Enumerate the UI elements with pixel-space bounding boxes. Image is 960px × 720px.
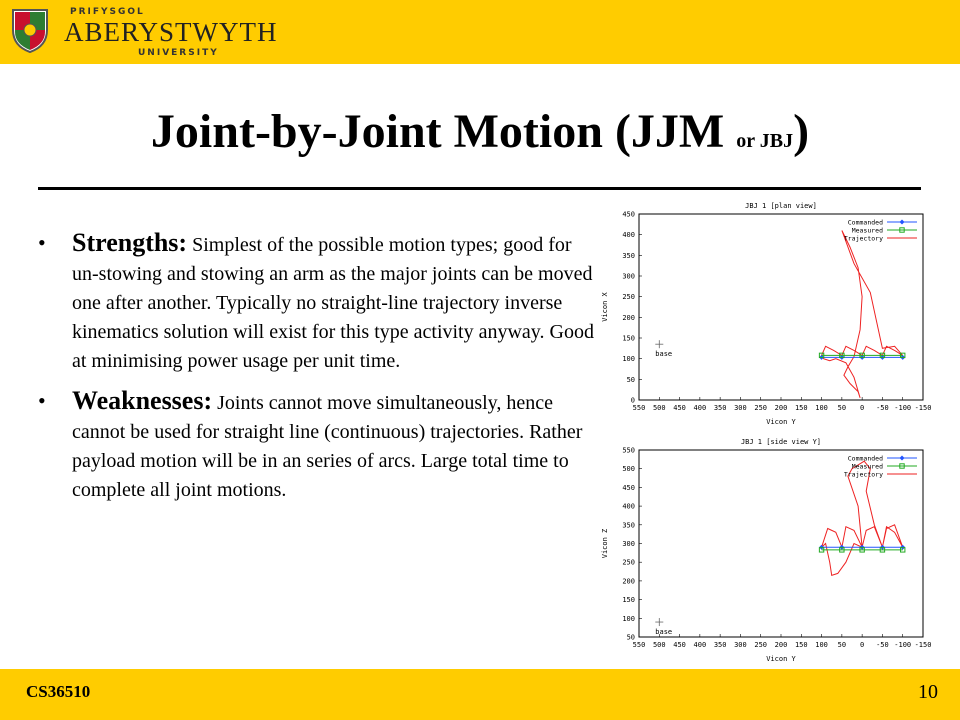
x-tick-label: 500 <box>652 641 666 649</box>
x-tick-label: 300 <box>734 404 747 412</box>
y-tick-label: 350 <box>622 251 635 260</box>
bullet-dot: • <box>38 388 46 413</box>
plan-view-chart <box>597 196 935 432</box>
base-label: base <box>655 628 673 637</box>
x-tick-label: -100 <box>894 641 912 649</box>
y-tick-label: 250 <box>622 293 635 302</box>
x-tick-label: 100 <box>815 404 828 412</box>
bullet-strengths <box>38 228 600 376</box>
y-tick-label: 0 <box>630 396 635 405</box>
title-close: ) <box>793 105 810 158</box>
y-tick-label: 300 <box>622 540 635 548</box>
y-tick-label: 250 <box>622 558 635 567</box>
title-divider <box>38 187 921 190</box>
x-tick-label: -50 <box>876 404 889 412</box>
x-tick-label: 100 <box>815 641 828 649</box>
y-tick-label: 50 <box>626 375 635 384</box>
y-tick-label: 400 <box>622 231 635 240</box>
bullet-heading: Weaknesses: <box>72 386 213 415</box>
y-tick-label: 150 <box>622 334 635 343</box>
x-tick-label: 250 <box>754 404 768 412</box>
y-tick-label: 100 <box>622 355 635 364</box>
logo-aberystwyth: ABERYSTWYTH <box>64 17 278 47</box>
legend-label: Measured <box>851 226 883 235</box>
crest-icon <box>10 6 50 54</box>
x-axis-label: Vicon Y <box>766 655 796 663</box>
y-tick-label: 350 <box>622 521 635 530</box>
y-tick-label: 400 <box>622 502 635 511</box>
x-tick-label: 150 <box>794 404 808 412</box>
x-tick-label: -150 <box>914 404 932 412</box>
legend-marker <box>900 456 905 461</box>
chart-svg <box>597 196 935 432</box>
legend-label: Trajectory <box>843 470 883 479</box>
y-axis-label: Vicon X <box>601 292 609 322</box>
x-axis-label: Vicon Y <box>766 418 796 426</box>
side-view-chart <box>597 432 935 669</box>
y-tick-label: 450 <box>622 483 635 492</box>
title-main: Joint-by-Joint Motion (JJM <box>150 105 737 158</box>
x-tick-label: 550 <box>632 641 646 649</box>
slide-title <box>0 104 960 159</box>
bullet-text: Joints cannot move simultaneously, hence cannot be used for straight line (continuous) trajectories. Rather payload motion will be in an series of arcs. Large total time to complete all joint motions. <box>72 392 583 501</box>
bullet-list <box>38 228 600 515</box>
y-tick-label: 150 <box>622 596 635 605</box>
university-logo <box>10 6 278 58</box>
x-tick-label: 0 <box>860 641 865 649</box>
x-tick-label: 50 <box>837 404 847 412</box>
x-tick-label: 350 <box>713 641 727 649</box>
header-bar <box>0 0 960 64</box>
x-tick-label: -150 <box>914 641 932 649</box>
y-tick-label: 200 <box>622 313 635 322</box>
y-axis-label: Vicon Z <box>601 528 609 559</box>
logo-prifysgol: PRIFYSGOL <box>70 7 145 17</box>
chart-title: JBJ 1 [side view Y] <box>740 438 822 446</box>
x-tick-label: 250 <box>754 641 768 649</box>
y-tick-label: 550 <box>622 446 635 455</box>
footer-bar <box>0 669 960 720</box>
logo-university: UNIVERSITY <box>138 48 219 58</box>
course-code: CS36510 <box>26 682 91 701</box>
x-tick-label: 400 <box>693 404 707 412</box>
y-tick-label: 500 <box>622 465 635 474</box>
x-tick-label: 50 <box>837 641 847 649</box>
chart-svg <box>597 432 935 669</box>
x-tick-label: -50 <box>876 641 889 649</box>
x-tick-label: 300 <box>734 641 747 649</box>
x-tick-label: 400 <box>693 641 707 649</box>
x-tick-label: -100 <box>894 404 912 412</box>
y-tick-label: 450 <box>622 210 635 219</box>
series-line-trajectory <box>822 231 903 398</box>
chart-title: JBJ 1 [plan view] <box>745 202 817 210</box>
legend-marker <box>900 220 905 225</box>
legend-label: Commanded <box>847 218 883 227</box>
x-tick-label: 350 <box>713 404 727 412</box>
title-small: or JBJ <box>736 130 794 152</box>
bullet-dot: • <box>38 230 46 255</box>
x-tick-label: 150 <box>794 641 808 649</box>
y-tick-label: 100 <box>622 614 635 623</box>
x-tick-label: 200 <box>774 641 788 649</box>
y-tick-label: 300 <box>622 272 635 281</box>
legend-label: Trajectory <box>843 234 883 243</box>
x-tick-label: 0 <box>860 404 865 412</box>
bullet-heading: Strengths: <box>72 228 188 257</box>
y-tick-label: 50 <box>626 633 635 642</box>
x-tick-label: 550 <box>632 404 646 412</box>
bullet-weaknesses <box>38 386 600 505</box>
base-label: base <box>655 350 673 359</box>
x-tick-label: 500 <box>652 404 666 412</box>
legend-label: Commanded <box>847 454 883 463</box>
x-tick-label: 200 <box>774 404 788 412</box>
bullet-text: Simplest of the possible motion types; good for un-stowing and stowing an arm as the major joints can be moved one after another. Typically no straight-line trajectory inverse kinematics solution will exist for this type activity anyway. Good at minimising power usage per unit time. <box>72 234 594 372</box>
x-tick-label: 450 <box>673 641 686 649</box>
page-number: 10 <box>918 681 938 703</box>
y-tick-label: 200 <box>622 577 635 586</box>
legend-label: Measured <box>851 462 883 471</box>
x-tick-label: 450 <box>673 404 686 412</box>
